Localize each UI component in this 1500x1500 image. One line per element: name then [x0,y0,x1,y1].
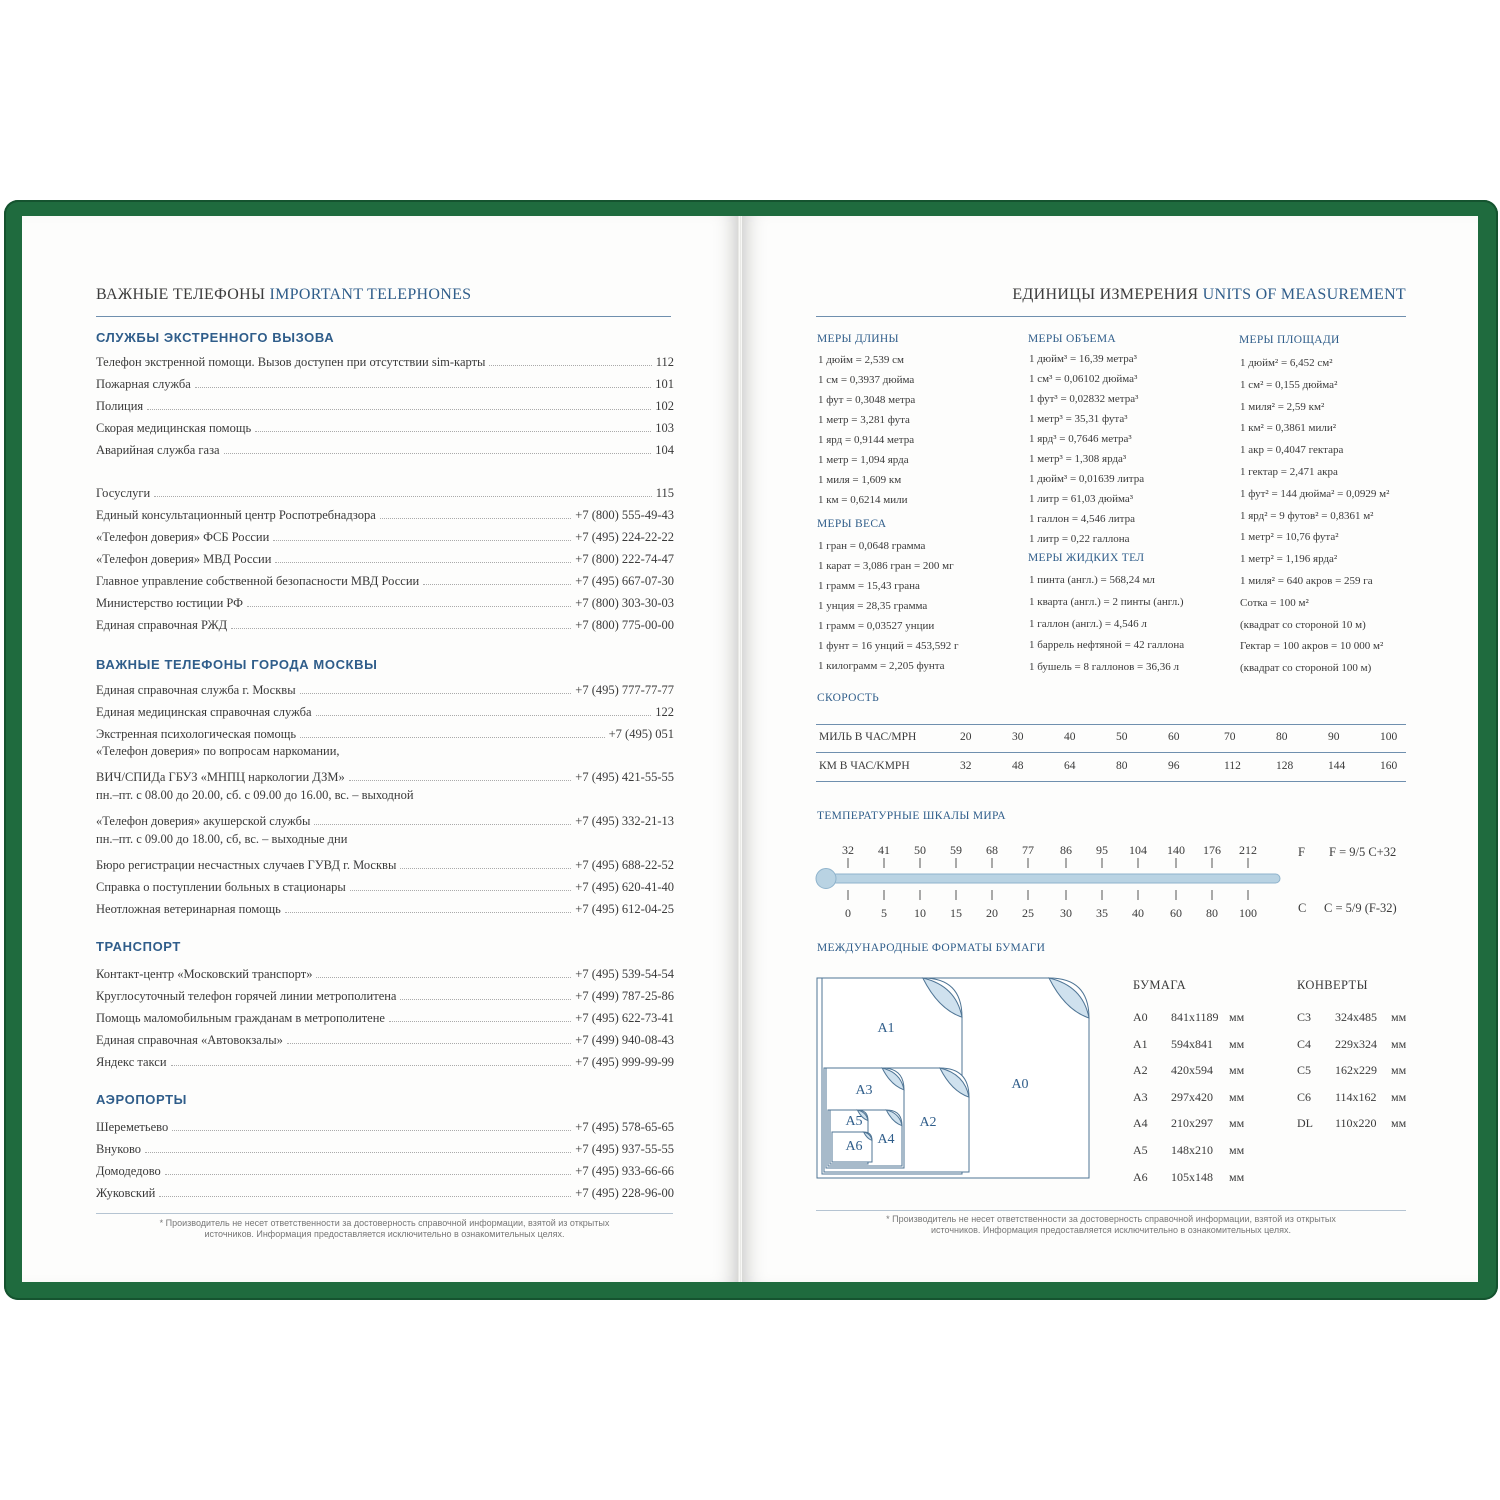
unit-conversion: 1 фут = 0,3048 метра [818,394,916,406]
footnote-rule [816,1210,1406,1211]
format-unit: мм [1229,1089,1245,1104]
format-unit: мм [1229,1063,1245,1078]
phone-row-number: +7 (495) 224-22-22 [575,530,674,544]
phone-row-number: 122 [655,705,674,719]
phone-row-name: Полиция [96,399,144,413]
speed-value: 112 [1224,760,1241,772]
narco-hours: пн.–пт. с 08.00 до 20.00, сб. с 09.00 до 16.00, вс. – выходной [96,788,414,802]
right-page-title [1012,286,1406,304]
f-tick-label: 32 [842,843,854,857]
liquid-list [1029,570,1184,679]
dot-leader [224,453,652,454]
speed-value: 70 [1224,731,1236,743]
phone-row-name: Помощь маломобильным гражданам в метрополитене [96,1011,385,1025]
format-fmt: A5 [1133,1143,1148,1157]
phone-row [96,962,674,982]
phone-row-number: 115 [655,486,674,500]
format-fmt: DL [1297,1116,1313,1131]
f-tick-label: 59 [950,843,962,857]
phone-row-number: +7 (495) 622-73-41 [575,1011,674,1025]
format-size: 114x162 [1335,1089,1377,1104]
unit-conversion: 1 метр² = 10,76 фута² [1240,531,1339,544]
format-fmt: C3 [1297,1010,1312,1024]
phone-row [96,700,674,720]
phone-row [96,350,674,370]
phone-row [96,525,674,545]
format-size: 148x210 [1171,1143,1213,1157]
phone-row [96,481,674,501]
phone-row-name: Единая справочная РЖД [96,618,228,632]
unit-conversion: 1 см³ = 0,06102 дюйма³ [1029,373,1138,385]
phone-row-number: 103 [655,421,674,435]
unit-conversion: 1 миля² = 2,59 км² [1240,400,1325,413]
volume-heading: МЕРЫ ОБЪЕМА [1028,333,1116,345]
unit-conversion: 1 миля² = 640 акров = 259 га [1240,574,1373,587]
c-tick-label: 60 [1170,906,1182,920]
unit-conversion: Сотка = 100 м² [1240,596,1309,609]
format-unit: мм [1229,1143,1245,1157]
phone-row [96,984,674,1004]
title-rule [816,316,1406,317]
unit-conversion: 1 грамм = 0,03527 унции [818,620,935,632]
paper-format-label: A0 [1011,1077,1029,1092]
unit-conversion: 1 галлон (англ.) = 4,546 л [1029,617,1147,630]
speed-value: 30 [1012,731,1024,743]
format-fmt: A3 [1133,1089,1148,1104]
unit-conversion: 1 ярд = 0,9144 метра [818,434,915,446]
fahrenheit-unit: F [1298,845,1305,859]
speed-row-kmph [816,753,1406,782]
format-fmt: A4 [1133,1116,1148,1131]
unit-conversion: 1 баррель нефтяной = 42 галлона [1029,639,1185,652]
phone-row-name: Бюро регистрации несчастных случаев ГУВД г. Москвы [96,858,397,872]
paper-format-label: A3 [855,1083,873,1098]
f-tick-label: 50 [914,843,926,857]
unit-conversion: 1 ярд³ = 0,7646 метра³ [1029,433,1132,445]
c-tick-label: 40 [1132,906,1144,920]
speed-row-label: МИЛЬ В ЧАС/MPH [819,731,917,743]
phone-row [96,591,674,611]
phone-row [96,1159,674,1179]
dot-leader [171,1065,572,1066]
phone-row-number: +7 (800) 303-30-03 [575,596,674,610]
c-tick-label: 15 [950,906,962,920]
dot-leader [255,431,651,432]
area-heading: МЕРЫ ПЛОЩАДИ [1239,334,1340,346]
phone-row-name: Единый консультационный центр Роспотребнадзора [96,508,376,522]
dot-leader [247,606,571,607]
dot-leader [400,868,571,869]
speed-value: 40 [1064,731,1076,743]
phone-row-number: 101 [655,377,674,391]
format-size: 210x297 [1171,1116,1213,1131]
phone-row-number: +7 (800) 222-74-47 [575,552,674,566]
dot-leader [231,628,571,629]
phone-row-number: +7 (495) 667-07-30 [575,574,674,588]
phone-row [96,1137,674,1157]
dot-leader [159,1196,571,1197]
format-unit: мм [1229,1169,1245,1184]
speed-value: 48 [1012,760,1024,772]
phone-row-name: Главное управление собственной безопасности МВД России [96,574,420,588]
unit-conversion: 1 метр = 3,281 фута [818,414,910,426]
fahrenheit-formula: F = 9/5 C+32 [1329,845,1397,859]
format-size: 110x220 [1335,1116,1377,1131]
phone-row-number: 112 [655,355,674,369]
section-airports-heading: АЭРОПОРТЫ [96,1092,187,1107]
phone-row-number: +7 (495) 777-77-77 [575,683,674,697]
format-size: 324x485 [1335,1010,1377,1024]
unit-conversion: 1 пинта (англ.) = 568,24 мл [1029,574,1155,586]
format-unit: мм [1229,1036,1245,1051]
right-footnote: * Производитель не несет ответственности за достоверность справочной информации, взятой из открытых источников. Информация предоставляется исключительно в ознакомительных целях. [886,1214,1336,1235]
phone-row-number: +7 (495) 688-22-52 [575,858,674,872]
c-tick-label: 30 [1060,906,1072,920]
phone-row [96,438,674,458]
format-size: 594x841 [1171,1036,1213,1051]
dot-leader [273,540,571,541]
phone-row-name: Пожарная служба [96,377,191,391]
section-transport-heading: ТРАНСПОРТ [96,939,181,954]
unit-conversion: 1 литр = 0,22 галлона [1029,533,1130,545]
area-list [1240,353,1389,680]
format-unit: мм [1391,1116,1407,1131]
thermometer-scale [810,840,1410,930]
phone-row-name: Единая справочная служба г. Москвы [96,683,296,697]
phone-row-name: Неотложная ветеринарная помощь [96,902,281,916]
c-tick-label: 20 [986,906,998,920]
phone-row-name: Круглосуточный телефон горячей линии метрополитена [96,989,397,1003]
paper-format-label: A4 [877,1132,895,1147]
unit-conversion: (квадрат со стороной 10 м) [1240,618,1366,631]
paper-formats-diagram [814,972,1094,1182]
section-emergency-heading: СЛУЖБЫ ЭКСТРЕННОГО ВЫЗОВА [96,330,335,345]
format-fmt: A2 [1133,1063,1148,1078]
speed-value: 80 [1116,760,1128,772]
speed-table [816,724,1406,782]
title-en: UNITS OF MEASUREMENT [1202,286,1406,303]
phone-row-name: Контакт-центр «Московский транспорт» [96,967,313,981]
dot-leader [489,365,651,366]
dot-leader [154,496,652,497]
dot-leader [316,977,571,978]
envelope-column-heading: КОНВЕРТЫ [1297,978,1368,992]
dot-leader [275,562,571,563]
format-unit: мм [1391,1010,1407,1024]
unit-conversion: 1 дюйм = 2,539 см [818,354,904,366]
title-en: IMPORTANT TELEPHONES [269,286,472,303]
unit-conversion: 1 дюйм³ = 16,39 метра³ [1029,353,1137,365]
weight-heading: МЕРЫ ВЕСА [817,518,887,530]
format-size: 105x148 [1171,1169,1213,1184]
format-fmt: A1 [1133,1036,1148,1051]
phone-row [96,613,674,633]
paper-column-heading: БУМАГА [1133,978,1187,992]
phone-row-number: +7 (495) 228-96-00 [575,1186,674,1200]
speed-value: 64 [1064,760,1076,772]
c-tick-label: 80 [1206,906,1218,920]
phone-row [96,1181,674,1201]
dot-leader [147,409,651,410]
phone-row-number: +7 (495) 578-65-65 [575,1120,674,1134]
dot-leader [400,999,571,1000]
speed-heading: СКОРОСТЬ [817,692,880,704]
phone-row [96,678,674,698]
speed-value: 128 [1276,760,1294,772]
phone-row [96,394,674,414]
phone-row-number: +7 (495) 999-99-99 [575,1055,674,1069]
phone-row-number: +7 (495) 539-54-54 [575,967,674,981]
unit-conversion: 1 метр³ = 1,308 ярда³ [1029,453,1127,465]
phone-row [96,547,674,567]
format-unit: мм [1391,1089,1407,1104]
format-size: 162x229 [1335,1063,1377,1078]
title-ru: ЕДИНИЦЫ ИЗМЕРЕНИЯ [1012,286,1199,303]
phone-row [96,503,674,523]
footnote-rule [96,1213,673,1214]
phone-row-name: Внуково [96,1142,142,1156]
speed-value: 20 [960,731,972,743]
title-ru: ВАЖНЫЕ ТЕЛЕФОНЫ [96,286,266,303]
unit-conversion: 1 метр³ = 35,31 фута³ [1029,413,1128,425]
unit-conversion: 1 ярд² = 9 футов² = 0,8361 м² [1240,509,1374,522]
phone-row-name: Яндекс такси [96,1055,167,1069]
unit-conversion: 1 дюйм² = 6,452 см² [1240,357,1333,369]
length-list [818,350,915,510]
phone-row: ВИЧ/СПИДа ГБУЗ «МНПЦ наркологии ДЗМ» +7 (495) 421-55-55 [96,770,674,784]
unit-conversion: 1 литр = 61,03 дюйма³ [1029,493,1134,505]
f-tick-label: 86 [1060,843,1072,857]
unit-conversion: 1 гран = 0,0648 грамма [818,540,926,552]
phone-row-name: Экстренная психологическая помощь [96,727,297,741]
phone-row-name: Шереметьево [96,1120,169,1134]
f-tick-label: 77 [1022,843,1034,857]
phone-row-name: Справка о поступлении больных в стационары [96,880,346,894]
phone-row [96,853,674,873]
c-tick-label: 100 [1239,906,1257,920]
f-tick-label: 140 [1167,843,1185,857]
dot-leader [145,1152,571,1153]
paper-format-label: A2 [919,1115,937,1130]
unit-conversion: 1 гектар = 2,471 акра [1240,465,1338,478]
narco-line-1: «Телефон доверия» по вопросам наркомании, [96,744,340,758]
paper-heading: МЕЖДУНАРОДНЫЕ ФОРМАТЫ БУМАГИ [817,942,1046,954]
phone-row-number: 102 [655,399,674,413]
format-fmt: A6 [1133,1169,1148,1184]
unit-conversion: 1 фунт = 16 унций = 453,592 г [818,640,959,652]
dot-leader [285,912,571,913]
thermometer-tube [824,874,1280,883]
phone-row-name: Аварийная служба газа [96,443,220,457]
paper-format-label: A1 [877,1021,895,1036]
obst-hours: пн.–пт. с 09.00 до 18.00, сб, вс. – выходные дни [96,832,348,846]
c-tick-label: 5 [881,906,887,920]
speed-value: 90 [1328,731,1340,743]
weight-list [818,536,959,676]
phone-row-number: +7 (495) 937-55-55 [575,1142,674,1156]
c-tick-label: 35 [1096,906,1108,920]
dot-leader [380,518,572,519]
dot-leader [316,715,652,716]
format-size: 841x1189 [1171,1010,1219,1024]
f-tick-label: 68 [986,843,998,857]
length-heading: МЕРЫ ДЛИНЫ [817,333,899,345]
format-fmt: C6 [1297,1089,1312,1104]
paper-format-label: A5 [845,1114,863,1129]
unit-conversion: 1 кварта (англ.) = 2 пинты (англ.) [1029,595,1184,608]
unit-conversion: 1 акр = 0,4047 гектара [1240,444,1344,457]
speed-value: 60 [1168,731,1180,743]
left-page-title [96,286,471,304]
paper-format-label: A6 [845,1139,863,1154]
unit-conversion: 1 карат = 3,086 гран = 200 мг [818,560,954,572]
speed-value: 160 [1380,760,1398,772]
speed-row-mph [816,724,1406,753]
speed-value: 32 [960,760,972,772]
f-tick-label: 212 [1239,843,1257,857]
speed-value: 80 [1276,731,1288,743]
unit-conversion: Гектар = 100 акров = 10 000 м² [1240,640,1384,653]
unit-conversion: 1 фут² = 144 дюйма² = 0,0929 м² [1240,487,1390,500]
unit-conversion: 1 килограмм = 2,205 фунта [818,660,945,672]
phone-row [96,897,674,917]
phone-row-name: Домодедово [96,1164,161,1178]
phone-row [96,416,674,436]
phone-row-name: Министерство юстиции РФ [96,596,244,610]
unit-conversion: 1 унция = 28,35 грамма [818,600,928,612]
unit-conversion: 1 метр² = 1,196 ярда² [1240,553,1338,566]
volume-list [1029,349,1144,549]
f-tick-label: 41 [878,843,890,857]
phone-row-name: «Телефон доверия» ФСБ России [96,530,270,544]
phone-row [96,1028,674,1048]
format-unit: мм [1229,1116,1245,1131]
unit-conversion: 1 км = 0,6214 мили [818,494,908,506]
phone-row-number: +7 (495) 051 [608,727,674,741]
format-unit: мм [1391,1036,1407,1051]
dot-leader [165,1174,572,1175]
speed-value: 96 [1168,760,1180,772]
format-fmt: C5 [1297,1063,1312,1078]
phone-row-number: +7 (495) 933-66-66 [575,1164,674,1178]
unit-conversion: 1 миля = 1,609 км [818,474,902,486]
title-rule [96,316,671,317]
dot-leader [172,1130,571,1131]
section-moscow-heading: ВАЖНЫЕ ТЕЛЕФОНЫ ГОРОДА МОСКВЫ [96,657,378,672]
phone-row [96,1115,674,1135]
unit-conversion: 1 бушель = 8 галлонов = 36,36 л [1029,661,1179,674]
dot-leader [300,693,572,694]
dot-leader [350,890,572,891]
phone-row-number: +7 (499) 940-08-43 [575,1033,674,1047]
phone-row-number: +7 (495) 620-41-40 [575,880,674,894]
phone-row [96,1050,674,1070]
dot-leader [287,1043,571,1044]
temperature-heading: ТЕМПЕРАТУРНЫЕ ШКАЛЫ МИРА [817,810,1006,822]
phone-row-name: Госуслуги [96,486,151,500]
unit-conversion: 1 галлон = 4,546 литра [1029,513,1136,525]
format-size: 297x420 [1171,1089,1213,1104]
unit-conversion: 1 дюйм³ = 0,01639 литра [1029,473,1145,485]
phone-row [96,1006,674,1026]
phone-row [96,722,674,742]
phone-row: «Телефон доверия» акушерской службы +7 (495) 332-21-13 [96,814,674,828]
phone-row-number: +7 (800) 775-00-00 [575,618,674,632]
phone-row [96,372,674,392]
phone-row [96,875,674,895]
phone-row-number: +7 (495) 612-04-25 [575,902,674,916]
celsius-unit: C [1298,901,1307,915]
format-fmt: C4 [1297,1036,1312,1051]
phone-row-number: +7 (499) 787-25-86 [575,989,674,1003]
c-tick-label: 25 [1022,906,1034,920]
unit-conversion: 1 фут³ = 0,02832 метра³ [1029,393,1139,405]
phone-row-name: Единая справочная «Автовокзалы» [96,1033,283,1047]
f-tick-label: 104 [1129,843,1147,857]
speed-value: 100 [1380,731,1398,743]
format-size: 420x594 [1171,1063,1213,1078]
format-unit: мм [1391,1063,1407,1078]
unit-conversion: 1 метр = 1,094 ярда [818,454,909,466]
phone-row [96,569,674,589]
left-footnote: * Производитель не несет ответственности за достоверность справочной информации, взятой из открытых источников. Информация предоставляется исключительно в ознакомительных целях. [159,1218,610,1239]
unit-conversion: 1 см = 0,3937 дюйма [818,374,915,386]
liquid-heading: МЕРЫ ЖИДКИХ ТЕЛ [1028,552,1145,564]
dot-leader [389,1021,571,1022]
f-tick-label: 95 [1096,843,1108,857]
phone-row-name: Единая медицинская справочная служба [96,705,312,719]
dot-leader [195,387,651,388]
unit-conversion: (квадрат со стороной 100 м) [1240,662,1372,675]
dot-leader [300,737,605,738]
speed-row-label: КМ В ЧАС/KMPH [819,760,910,772]
f-tick-label: 176 [1203,843,1221,857]
unit-conversion: 1 км² = 0,3861 мили² [1240,422,1337,435]
format-fmt: A0 [1133,1010,1148,1024]
speed-value: 50 [1116,731,1128,743]
format-unit: мм [1229,1010,1245,1024]
unit-conversion: 1 грамм = 15,43 грана [818,580,920,592]
phone-row-name: Телефон экстренной помощи. Вызов доступен при отсутствии sim-карты [96,355,486,369]
dot-leader [423,584,571,585]
phone-row-number: 104 [655,443,674,457]
phone-row-name: «Телефон доверия» МВД России [96,552,272,566]
c-tick-label: 10 [914,906,926,920]
thermometer-bulb [816,869,836,889]
celsius-formula: C = 5/9 (F-32) [1324,901,1397,915]
c-tick-label: 0 [845,906,851,920]
speed-value: 144 [1328,760,1346,772]
unit-conversion: 1 см² = 0,155 дюйма² [1240,378,1338,391]
format-size: 229x324 [1335,1036,1377,1051]
phone-row-name: Скорая медицинская помощь [96,421,252,435]
phone-row-number: +7 (800) 555-49-43 [575,508,674,522]
phone-row-name: Жуковский [96,1186,156,1200]
